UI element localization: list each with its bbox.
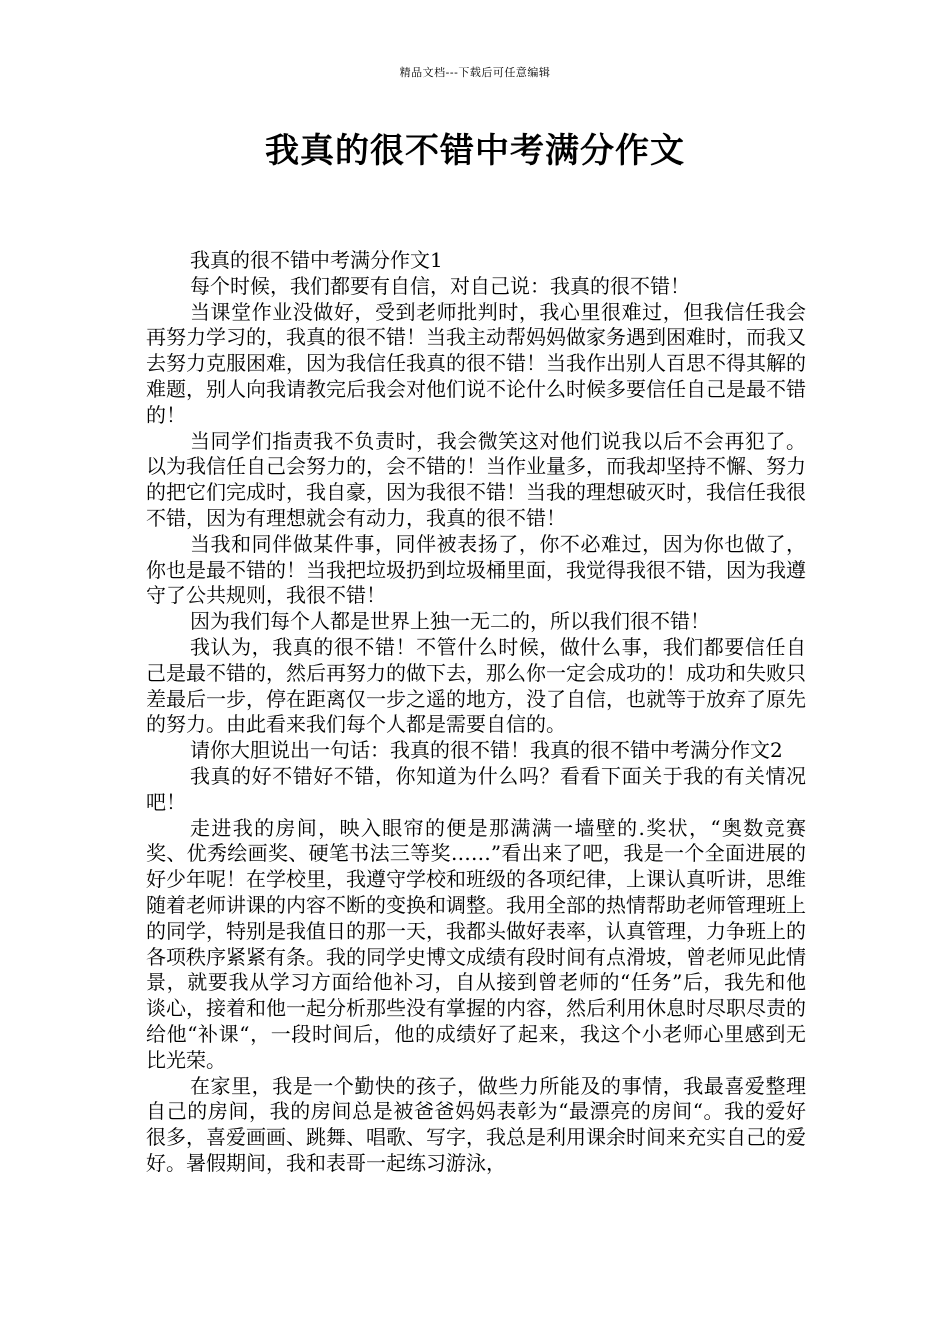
paragraph-8: 请你大胆说出一句话：我真的很不错！我真的很不错中考满分作文2 (190, 738, 783, 763)
header-note: 精品文档---下载后可任意编辑 (399, 66, 551, 79)
paragraph-11: 在家里，我是一个勤快的孩子，做些力所能及的事情，我最喜爱整理自己的房间，我的房间总是被爸爸妈妈表彰为“最漂亮的房间“。我的爱好很多，喜爱画画、跳舞、唱歌、写字，我总是利用课余时间来充实自己的爱好。暑假期间，我和表哥一起练习游泳， (146, 1073, 806, 1175)
paragraph-2: 每个时候，我们都要有自信，对自己说：我真的很不错！ (190, 273, 690, 298)
paragraph-5: 当我和同伴做某件事，同伴被表扬了，你不必难过，因为你也做了，你也是最不错的！当我把垃圾扔到垃圾桶里面，我觉得我很不错，因为我遵守了公共规则，我很不错！ (146, 531, 806, 608)
paragraph-9: 我真的好不错好不错，你知道为什么吗？看看下面关于我的有关情况吧！ (146, 763, 806, 814)
paragraph-4: 当同学们指责我不负责时，我会微笑这对他们说我以后不会再犯了。以为我信任自己会努力的，会不错的！当作业量多，而我却坚持不懈、努力的把它们完成时，我自豪，因为我很不错！当我的理想破灭时，我信任我很不错，因为有理想就会有动力，我真的很不错！ (146, 428, 806, 530)
paragraph-1: 我真的很不错中考满分作文1 (190, 248, 443, 272)
paragraph-3: 当课堂作业没做好，受到老师批判时，我心里很难过，但我信任我会再努力学习的，我真的很不错！当我主动帮妈妈做家务遇到困难时，而我又去努力克服困难，因为我信任我真的很不错！当我作出别人百思不得其解的难题，别人向我请教完后我会对他们说不论什么时候多要信任自己是最不错的！ (146, 299, 806, 427)
paragraph-6: 因为我们每个人都是世界上独一无二的，所以我们很不错！ (190, 609, 710, 634)
document-body (146, 248, 806, 1177)
document-title: 我真的很不错中考满分作文 (265, 131, 685, 171)
paragraph-10: 走进我的房间，映入眼帘的便是那满满一墙壁的.奖状，“奥数竞赛奖、优秀绘画奖、硬笔书法三等奖……”看出来了吧，我是一个全面进展的好少年呢！在学校里，我遵守学校和班级的各项纪律，上课认真听讲，思维随着老师讲课的内容不断的变换和调整。我用全部的热情帮助老师管理班上的同学，特别是我值日的那一天，我都头做好表率，认真管理，力争班上的各项秩序紧紧有条。我的同学史博文成绩有段时间有点滑坡，曾老师见此情景，就要我从学习方面给他补习，自从接到曾老师的“任务”后，我先和他谈心，接着和他一起分析那些没有掌握的内容，然后利用休息时尽职尽责的给他“补课“，一段时间后，他的成绩好了起来，我这个小老师心里感到无比光荣。 (146, 815, 806, 1072)
paragraph-7: 我认为，我真的很不错！不管什么时候，做什么事，我们都要信任自己是最不错的，然后再努力的做下去，那么你一定会成功的！成功和失败只差最后一步，停在距离仅一步之遥的地方，没了自信，也就等于放弃了原先的努力。由此看来我们每个人都是需要自信的。 (146, 634, 806, 737)
